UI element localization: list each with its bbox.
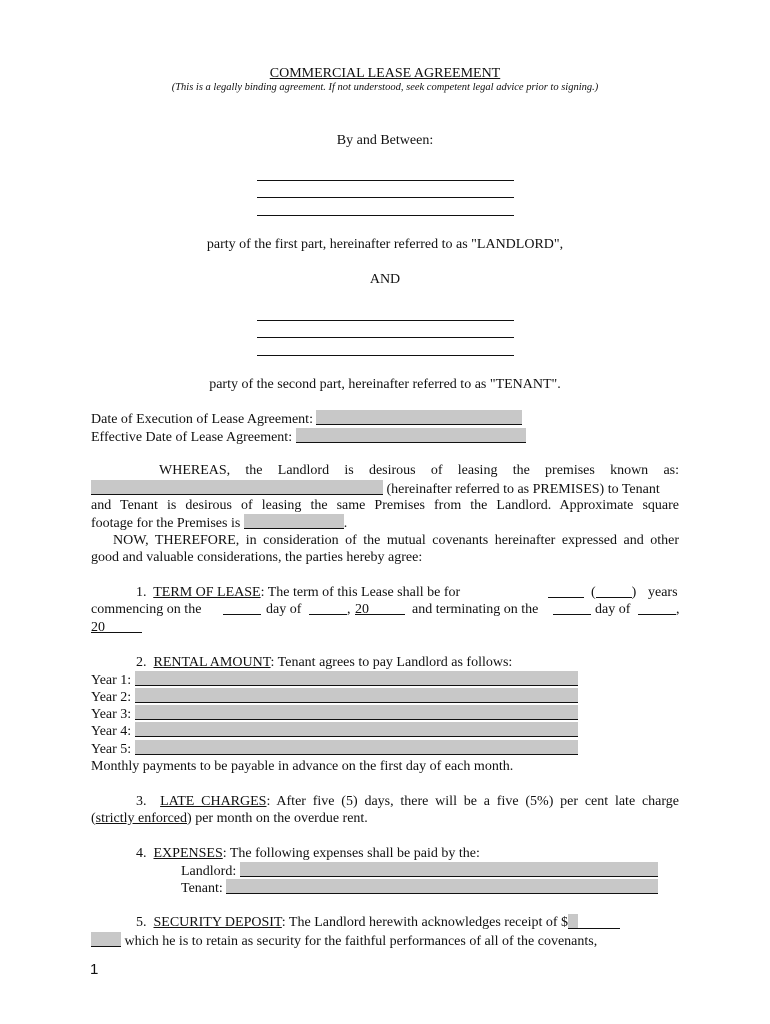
terminating-day-field[interactable] [553,601,591,615]
tenant-name-line-1[interactable] [257,320,514,321]
tenant-name-line-3[interactable] [257,355,514,356]
landlord-name-line-2[interactable] [257,197,514,198]
rental-year-4-row: Year 4: [91,722,578,740]
effective-date-row [91,428,526,446]
landlord-name-line-3[interactable] [257,215,514,216]
expenses-heading-line: 4. EXPENSES: The following expenses shall be paid by the: [136,846,480,861]
rental-year-5-row: Year 5: [91,740,578,758]
effective-date-label: Effective Date of Lease Agreement: [91,430,293,445]
whereas-line-6: good and valuable considerations, the parties hereby agree: [91,550,423,565]
execution-date-field[interactable] [316,410,522,425]
page-number: 1 [90,961,99,978]
tenant-name-line-2[interactable] [257,337,514,338]
terminating-year-field[interactable] [105,619,142,633]
by-and-between: By and Between: [336,133,434,148]
rental-year-1-row: Year 1: [91,671,578,689]
rental-year-2-row: Year 2: [91,688,578,706]
term-length-field[interactable] [548,584,584,598]
document-subtitle: (This is a legally binding agreement. If not understood, seek competent legal advice prior to signing.) [171,82,599,93]
expenses-landlord-row: Landlord: [181,862,658,880]
landlord-party-text: party of the first part, hereinafter referred to as "LANDLORD", [206,237,564,252]
commencing-year-field[interactable] [369,601,405,615]
whereas-line-1: WHEREAS, the Landlord is desirous of leasing the premises known as: [159,463,679,478]
rental-year-4-field[interactable] [135,722,578,737]
execution-date-label: Date of Execution of Lease Agreement: [91,412,313,427]
term-length-words-field[interactable] [596,584,632,598]
now-therefore-line: NOW, THEREFORE, in consideration of the mutual covenants hereinafter expressed and other [113,533,679,548]
landlord-name-line-1[interactable] [257,180,514,181]
deposit-amount-continued-field[interactable] [91,932,121,947]
term-clause-line-3: 20 [91,619,142,636]
expenses-tenant-row: Tenant: [181,879,658,897]
rental-heading: RENTAL AMOUNT [153,655,271,670]
security-deposit-line-1: 5. SECURITY DEPOSIT: The Landlord herewith acknowledges receipt of $ [136,914,620,931]
execution-date-row [91,410,522,428]
document-title: COMMERCIAL LEASE AGREEMENT [269,66,501,81]
and-text: AND [369,272,401,287]
commencing-day-field[interactable] [223,601,261,615]
expenses-heading: EXPENSES [153,846,223,861]
security-deposit-line-2: which he is to retain as security for the faithful performances of all of the covenants, [91,932,597,950]
late-charges-line-1: 3. LATE CHARGES: After five (5) days, there will be a five (5%) per cent late charge [136,794,680,809]
tenant-party-text: party of the second part, hereinafter referred to as "TENANT". [209,377,561,392]
commencing-month-field[interactable] [309,601,347,615]
rental-year-3-row: Year 3: [91,705,578,723]
security-deposit-heading: SECURITY DEPOSIT [153,915,282,930]
whereas-line-3: and Tenant is desirous of leasing the same Premises from the Landlord. Approximate square [91,498,679,513]
rental-year-3-field[interactable] [135,705,578,720]
term-heading: TERM OF LEASE [153,585,261,600]
whereas-line-2 [91,480,660,498]
late-charges-line-2: (strictly enforced) per month on the overdue rent. [91,811,368,826]
square-footage-field[interactable] [244,514,344,529]
rental-year-2-field[interactable] [135,688,578,703]
term-clause-line-2: commencing on the day of , 20 and terminating on the day of , [91,602,680,617]
whereas-line-4: footage for the Premises is . [91,516,348,531]
expenses-landlord-field[interactable] [240,862,658,877]
rental-year-1-field[interactable] [135,671,578,686]
terminating-month-field[interactable] [638,601,676,615]
rental-year-5-field[interactable] [135,740,578,755]
monthly-payments-text: Monthly payments to be payable in advance on the first day of each month. [91,759,514,774]
premises-hereinafter-text: (hereinafter referred to as PREMISES) to Tenant [386,482,660,497]
late-charges-heading: LATE CHARGES [160,794,267,809]
term-clause-line-1: 1. TERM OF LEASE: The term of this Lease shall be for ( ) years [136,585,678,600]
deposit-amount-field[interactable] [568,914,620,929]
premises-address-field[interactable] [91,480,383,495]
square-footage-label: footage for the Premises is [91,516,241,531]
expenses-tenant-field[interactable] [226,879,658,894]
rental-clause-heading-line: 2. RENTAL AMOUNT: Tenant agrees to pay Landlord as follows: [136,655,513,670]
effective-date-field[interactable] [296,428,526,443]
strictly-enforced-text: strictly enforced [95,811,188,826]
